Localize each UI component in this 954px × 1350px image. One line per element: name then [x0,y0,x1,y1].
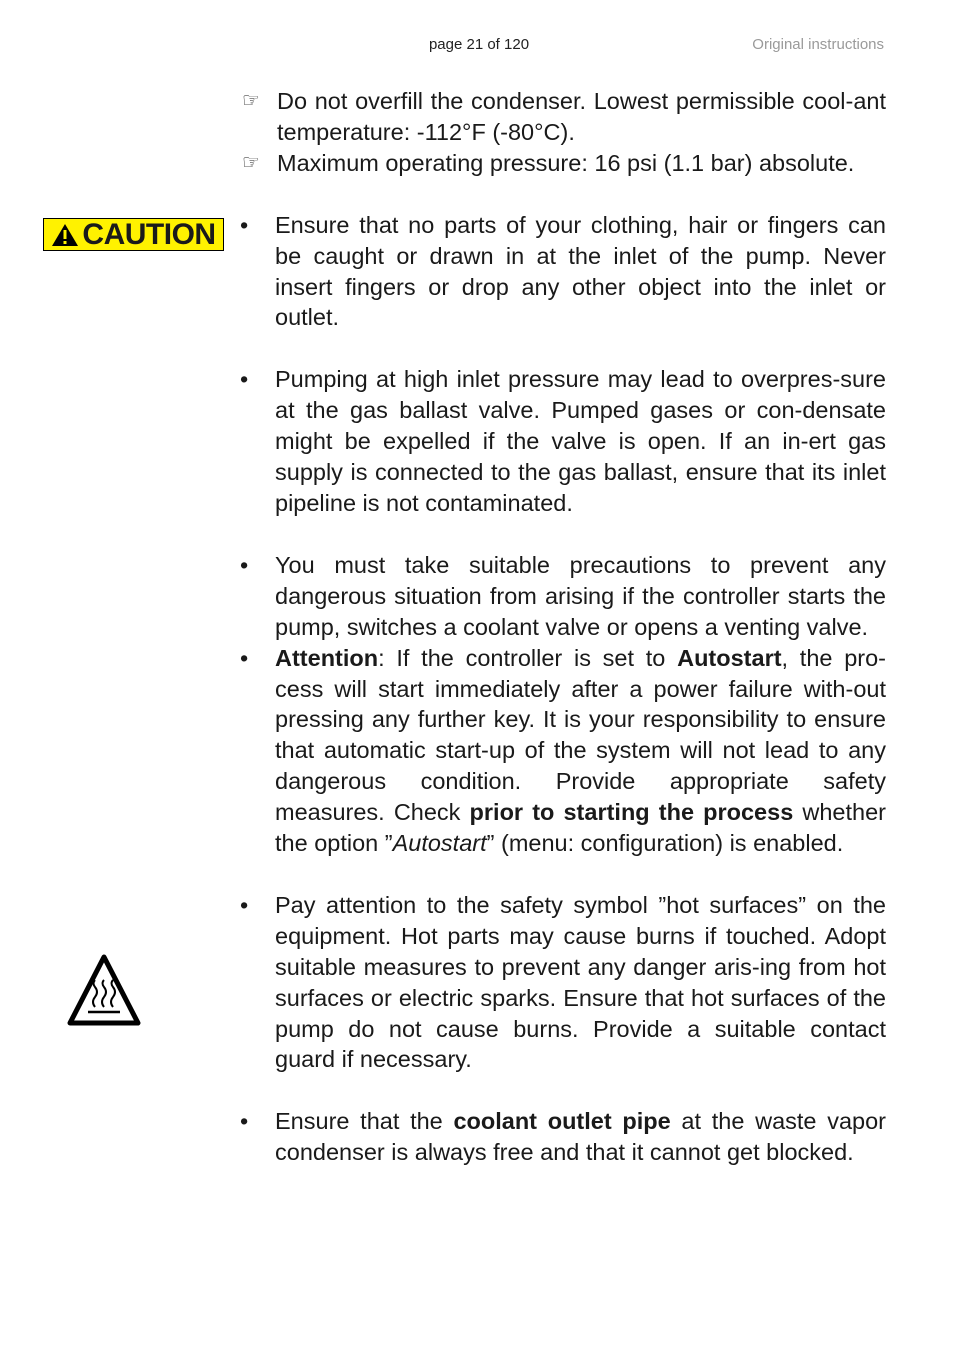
bullet-item [240,364,886,519]
bullet-text: You must take suitable precautions to prevent any dangerous situation from arising if the controller starts the pump, switches a coolant valve or opens a venting valve. [275,551,886,640]
autostart-option: Autostart [392,830,487,857]
autostart-term: Autostart [677,644,782,671]
bullet-text: Pay attention to the safety symbol ”hot surfaces” on the equipment. Hot parts may cause burns if touched. Adopt suitable measures to prevent any danger aris-ing from hot surfaces or electric sparks. Ensure that hot surfaces of the pump do not cause burns. Provide a suitable contact guard if necessary. [275,891,886,1073]
text-run: , the pro-cess will start immediately after a power failure with-out pressing any further key. It is your responsibility to ensure that automatic start-up of the system will not lead to any dangerous condition. Provide appropriate safety measures. Check [275,644,887,826]
bullet-marker: • [240,891,249,918]
page-number: page 21 of 120 [428,36,530,53]
hand-bullet-item [240,86,886,148]
safety-content [240,86,886,1168]
coolant-outlet-pipe-term: coolant outlet pipe [453,1108,671,1135]
bullet-marker: • [240,644,249,671]
bullet-item [240,643,886,859]
bullet-text [275,1106,886,1168]
prior-emphasis: prior to starting the process [469,799,794,826]
hand-bullet-text: Maximum operating pressure: 16 psi (1.1 bar) absolute. [277,149,855,176]
header-title: Original instructions [752,36,884,53]
caution-warning-icon [51,223,79,247]
caution-label-box [43,218,224,251]
pointing-hand-icon: ☞ [242,151,260,174]
bullet-text [275,643,886,859]
text-run: at the waste vapor condenser is always free and that it cannot get blocked. [275,1108,886,1166]
pointing-hand-icon: ☞ [242,90,260,112]
bullet-item [240,1106,886,1168]
hot-surface-icon [66,953,142,1029]
hand-bullet-text: Do not overfill the condenser. Lowest permissible cool-ant temperature: -112°F (-80°C). [277,88,886,145]
attention-label: Attention [275,644,379,671]
text-run: Ensure that the [275,1108,454,1135]
caution-label: CAUTION [82,217,216,251]
bullet-text: Pumping at high inlet pressure may lead to overpres-sure at the gas ballast valve. Pumped gases or con-densate might be expelled if the valve is open. If an in-ert gas supply is connected to the gas ballast, ensure that its inlet pipeline is not contaminated. [275,366,886,516]
bullet-marker: • [240,211,249,238]
bullet-item [240,550,886,643]
text-run: : If the controller is set to [378,644,678,671]
bullet-item [240,890,886,1075]
bullet-marker: • [240,366,249,393]
bullet-text: Ensure that no parts of your clothing, hair or fingers can be caught or drawn in at the inlet of the pump. Never insert fingers or drop any other object into the inlet or outlet. [275,211,886,331]
text-run: whether the option ” [275,799,886,857]
bullet-marker: • [240,551,249,578]
bullet-marker: • [240,1108,249,1135]
bullet-item [240,210,886,334]
hand-bullet-item [240,148,886,179]
text-run: ” (menu: configuration) is enabled. [486,830,844,857]
